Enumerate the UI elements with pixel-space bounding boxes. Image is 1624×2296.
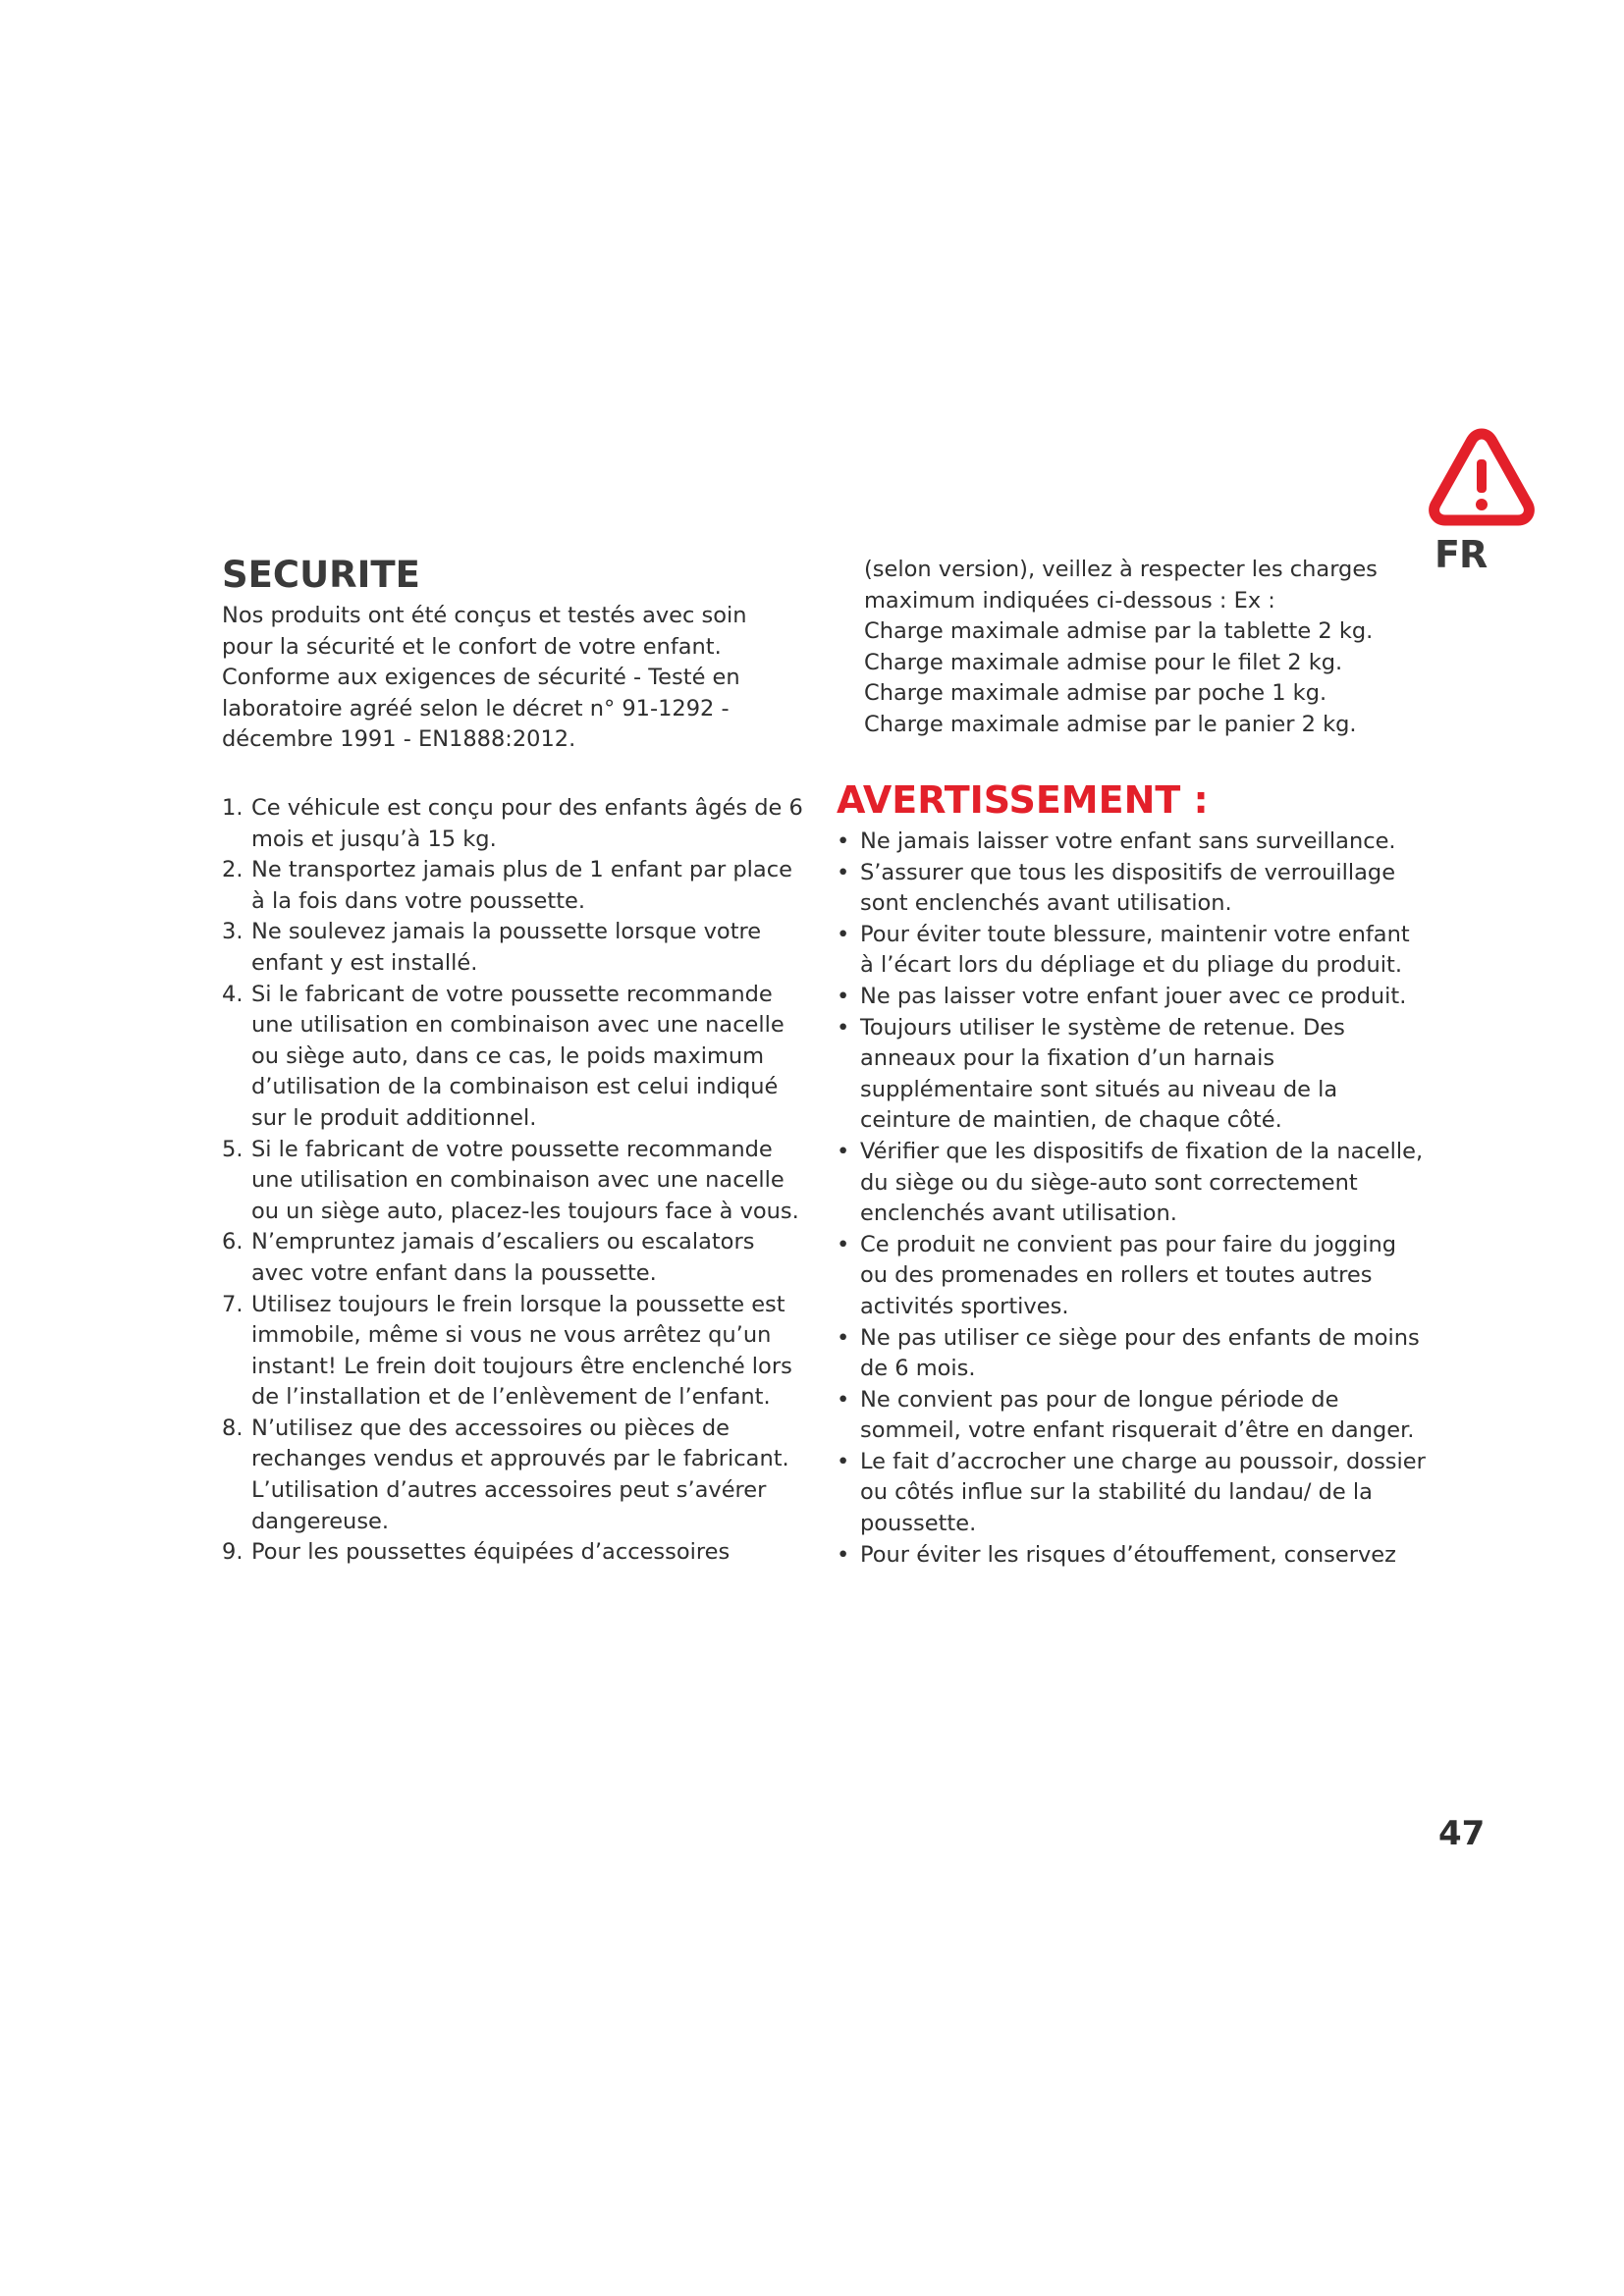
list-item-number: 3.	[222, 919, 244, 945]
list-item-text: Pour éviter les risques d’étouffement, conservez	[860, 1541, 1396, 1568]
bullet-icon: •	[837, 983, 850, 1009]
list-item-text: Ne soulevez jamais la poussette lorsque votre enfant y est installé.	[251, 919, 762, 976]
language-tag: FR	[1435, 533, 1488, 576]
list-item	[222, 855, 811, 917]
list-item	[222, 1290, 811, 1414]
list-item-text: Toujours utiliser le système de retenue. Des anneaux pour la fixation d’un harnais supplémentaire sont situés au niveau de la ceinture de maintien, de chaque côté.	[860, 1014, 1345, 1134]
avertissement-title: AVERTISSEMENT :	[837, 778, 1209, 822]
bullet-icon: •	[837, 921, 850, 947]
list-item-text: Si le fabricant de votre poussette recommande une utilisation en combinaison avec une nacelle ou un siège auto, placez-les toujours face à vous.	[251, 1136, 799, 1224]
list-item	[837, 827, 1426, 858]
list-item	[222, 917, 811, 979]
list-item	[837, 1540, 1426, 1572]
bullet-icon: •	[837, 1014, 850, 1041]
list-item-number: 1.	[222, 795, 244, 821]
list-item-text: Ne pas laisser votre enfant jouer avec ce produit.	[860, 983, 1407, 1009]
list-item-text: Ne jamais laisser votre enfant sans surveillance.	[860, 828, 1396, 854]
list-item	[837, 982, 1426, 1013]
list-item-number: 8.	[222, 1415, 244, 1441]
page-number: 47	[1438, 1814, 1486, 1853]
bullet-icon: •	[837, 828, 850, 854]
list-item-number: 7.	[222, 1291, 244, 1317]
securite-title: SECURITE	[222, 554, 420, 596]
list-item	[837, 1013, 1426, 1137]
list-item-text: N’utilisez que des accessoires ou pièces de rechanges vendus et approuvés par le fabricant. L’utilisation d’autres accessoires peut s’avérer dangereuse.	[251, 1415, 789, 1534]
bullet-icon: •	[837, 859, 850, 885]
list-item	[222, 1537, 811, 1569]
list-item	[837, 858, 1426, 920]
list-item	[837, 1447, 1426, 1540]
charges-line: Charge maximale admise par poche 1 kg.	[864, 680, 1327, 707]
list-item	[222, 1414, 811, 1537]
list-item	[837, 1385, 1426, 1447]
bullet-icon: •	[837, 1386, 850, 1413]
list-item-number: 6.	[222, 1229, 244, 1255]
list-item-text: Ce produit ne convient pas pour faire du jogging ou des promenades en rollers et toutes autres activités sportives.	[860, 1231, 1397, 1319]
list-item-text: Si le fabricant de votre poussette recommande une utilisation en combinaison avec une nacelle ou siège auto, dans ce cas, le poids maximum d’utilisation de la combinaison est celui indiqué sur le produit additionnel.	[251, 981, 785, 1131]
charges-continuation	[864, 555, 1414, 741]
list-item-text: S’assurer que tous les dispositifs de verrouillage sont enclenchés avant utilisation.	[860, 859, 1396, 917]
list-item	[837, 1137, 1426, 1230]
bullet-icon: •	[837, 1448, 850, 1474]
list-item	[837, 1230, 1426, 1323]
list-item-number: 2.	[222, 857, 244, 883]
list-item-text: N’empruntez jamais d’escaliers ou escalators avec votre enfant dans la poussette.	[251, 1229, 755, 1286]
list-item	[222, 793, 811, 855]
list-item-text: Ne convient pas pour de longue période de sommeil, votre enfant risquerait d’être en danger.	[860, 1386, 1415, 1444]
list-item	[222, 1227, 811, 1289]
list-item-number: 9.	[222, 1539, 244, 1566]
list-item-text: Ce véhicule est conçu pour des enfants âgés de 6 mois et jusqu’à 15 kg.	[251, 795, 803, 852]
charges-line: Charge maximale admise par le panier 2 kg.	[864, 711, 1357, 737]
bullet-icon: •	[837, 1138, 850, 1164]
list-item	[837, 1323, 1426, 1385]
bullet-icon: •	[837, 1231, 850, 1257]
warning-triangle-icon	[1428, 426, 1536, 528]
securite-rules-list	[222, 793, 811, 1569]
list-item-number: 5.	[222, 1136, 244, 1162]
list-item-text: Pour les poussettes équipées d’accessoires	[251, 1539, 731, 1566]
charges-line: maximum indiquées ci-dessous : Ex :	[864, 587, 1275, 614]
list-item-number: 4.	[222, 981, 244, 1007]
list-item-text: Le fait d’accrocher une charge au poussoir, dossier ou côtés influe sur la stabilité du landau/ de la poussette.	[860, 1448, 1426, 1537]
charges-line: Charge maximale admise pour le filet 2 kg.	[864, 649, 1343, 675]
list-item	[222, 1135, 811, 1228]
bullet-icon: •	[837, 1541, 850, 1568]
bullet-icon: •	[837, 1324, 850, 1351]
list-item	[837, 920, 1426, 982]
list-item-text: Pour éviter toute blessure, maintenir votre enfant à l’écart lors du dépliage et du pliage du produit.	[860, 921, 1410, 979]
securite-intro: Nos produits ont été conçus et testés avec soin pour la sécurité et le confort de votre enfant. Conforme aux exigences de sécurité - Testé en laboratoire agréé selon le décret n° 91-1292 - décembre 1991 - EN1888:2012.	[222, 603, 747, 753]
avertissement-list	[837, 827, 1426, 1571]
charges-line: (selon version), veillez à respecter les charges	[864, 557, 1378, 582]
list-item	[222, 980, 811, 1135]
list-item-text: Utilisez toujours le frein lorsque la poussette est immobile, même si vous ne vous arrêtez qu’un instant! Le frein doit toujours être enclenché lors de l’installation et de l’enlèvement de l’enfant.	[251, 1291, 792, 1411]
list-item-text: Vérifier que les dispositifs de fixation de la nacelle, du siège ou du siège-auto sont correctement enclenchés avant utilisation.	[860, 1138, 1424, 1227]
list-item-text: Ne transportez jamais plus de 1 enfant par place à la fois dans votre poussette.	[251, 857, 792, 914]
charges-line: Charge maximale admise par la tablette 2 kg.	[864, 618, 1374, 645]
list-item-text: Ne pas utiliser ce siège pour des enfants de moins de 6 mois.	[860, 1324, 1420, 1382]
